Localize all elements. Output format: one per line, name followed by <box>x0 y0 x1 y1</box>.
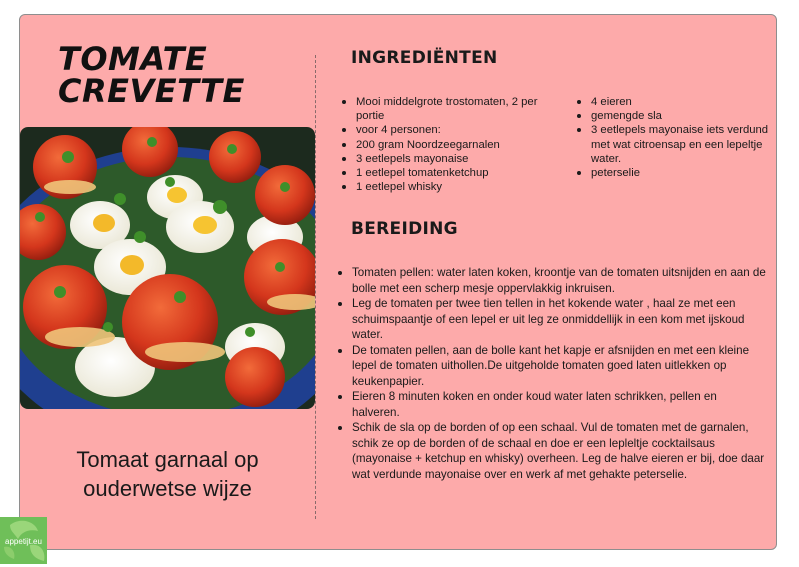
recipe-subtitle-line1: Tomaat garnaal op <box>76 447 259 472</box>
ingredient-item: 3 eetlepels mayonaise <box>340 152 555 166</box>
ingredients-heading: INGREDIËNTEN <box>351 48 498 68</box>
column-divider <box>315 55 316 519</box>
recipe-photo <box>20 127 315 409</box>
ingredient-item: 200 gram Noordzeegarnalen <box>340 138 555 152</box>
ingredient-item: Mooi middelgrote trostomaten, 2 per portie <box>340 95 555 123</box>
preparation-step: De tomaten pellen, aan de bolle kant het kapje er afsnijden en met een kleine lepel de tomaten uithollen.De uitgeholde tomaten goed laten uitlekken op keukenpapier. <box>336 343 766 390</box>
recipe-subtitle <box>40 445 295 503</box>
stuffed-tomatoes-photo-icon <box>20 127 315 409</box>
ingredient-item: peterselie <box>575 166 785 180</box>
logo-text: appetijt.eu <box>5 537 42 546</box>
recipe-card <box>19 14 777 550</box>
ingredient-item: 4 eieren <box>575 95 785 109</box>
ingredient-item: voor 4 personen: <box>340 123 555 137</box>
preparation-step: Tomaten pellen: water laten koken, kroontje van de tomaten uitsnijden en aan de bolle met een scherp mesje oppervlakkig inkruisen. <box>336 265 766 296</box>
preparation-step: Eieren 8 minuten koken en onder koud water laten schrikken, pellen en halveren. <box>336 389 766 420</box>
ingredients-list-column-1 <box>340 95 555 194</box>
ingredients-list-column-2 <box>575 95 785 180</box>
preparation-step: Schik de sla op de borden of op een schaal. Vul de tomaten met de garnalen, schik ze op de borden of de schaal en doe er een lepleltje cocktailsaus (mayonaise + ketchup en whisky) overheen. Leg de halve eieren er bij, doe daar wat verdunde mayonaise over en werk af met gehakte peterselie. <box>336 420 766 482</box>
ingredient-item: 1 eetlepel tomatenketchup <box>340 166 555 180</box>
recipe-subtitle-line2: ouderwetse wijze <box>83 476 252 501</box>
recipe-title-line1: TOMATE <box>58 40 208 78</box>
recipe-title <box>58 40 245 110</box>
preparation-step: Leg de tomaten per twee tien tellen in het kokende water , haal ze met een schuimspaantje of een lepel er uit leg ze onmiddellijk in een kom met ijskoud water. <box>336 296 766 343</box>
ingredient-item: 3 eetlepels mayonaise iets verdund met wat citroensap en een lepeltje water. <box>575 123 785 166</box>
recipe-title-line2: CREVETTE <box>58 72 245 110</box>
preparation-steps <box>336 265 766 482</box>
preparation-heading: BEREIDING <box>351 219 458 239</box>
ingredient-item: gemengde sla <box>575 109 785 123</box>
ingredient-item: 1 eetlepel whisky <box>340 180 555 194</box>
appetijt-logo[interactable] <box>0 517 47 564</box>
